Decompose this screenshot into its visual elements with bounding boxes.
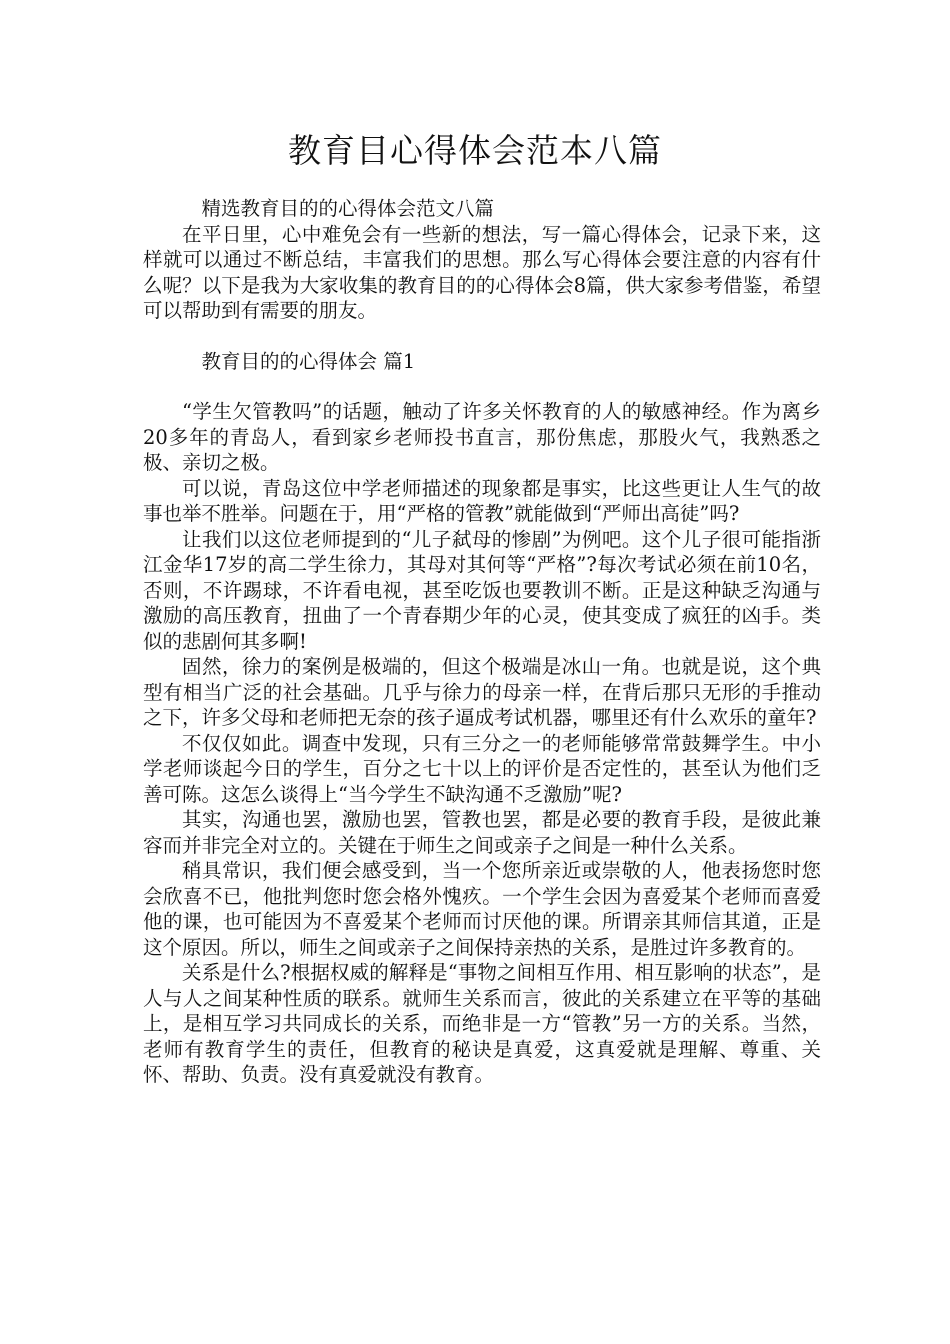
body-paragraph: 可以说，青岛这位中学老师描述的现象都是事实，比这些更让人生气的故事也举不胜举。问题在于，用“严格的管教”就能做到“严师出高徒”吗?	[143, 476, 821, 525]
body-paragraph: 稍具常识，我们便会感受到，当一个您所亲近或崇敬的人，他表扬您时您会欣喜不已，他批判您时您会格外愧疚。一个学生会因为喜爱某个老师而喜爱他的课，也可能因为不喜爱某个老师而讨厌他的课。所谓亲其师信其道，正是这个原因。所以，师生之间或亲子之间保持亲热的关系，是胜过许多教育的。	[143, 859, 821, 959]
section-heading: 教育目的的心得体会 篇1	[201, 349, 416, 373]
body-paragraph: 固然，徐力的案例是极端的，但这个极端是冰山一角。也就是说，这个典型有相当广泛的社会基础。几乎与徐力的母亲一样，在背后那只无形的手推动之下，许多父母和老师把无奈的孩子逼成考试机器，哪里还有什么欢乐的童年?	[143, 655, 821, 729]
body-paragraph: 关系是什么?根据权威的解释是“事物之间相互作用、相互影响的状态”，是人与人之间某种性质的联系。就师生关系而言，彼此的关系建立在平等的基础上，是相互学习共同成长的关系，而绝非是一方“管教”另一方的关系。当然，老师有教育学生的责任，但教育的秘诀是真爱，这真爱就是理解、尊重、关怀、帮助、负责。没有真爱就没有教育。	[143, 961, 821, 1086]
body-paragraph: 不仅仅如此。调查中发现，只有三分之一的老师能够常常鼓舞学生。中小学老师谈起今日的学生，百分之七十以上的评价是否定性的，甚至认为他们乏善可陈。这怎么谈得上“当今学生不缺沟通不乏激励”呢?	[143, 731, 821, 806]
body-paragraph: 让我们以这位老师提到的“儿子弑母的惨剧”为例吧。这个儿子很可能指浙江金华17岁的高二学生徐力，其母对其何等“严格”?每次考试必须在前10名，否则，不许踢球，不许看电视，甚至吃饭也要教训不断。正是这种缺乏沟通与激励的高压教育，扭曲了一个青春期少年的心灵，使其变成了疯狂的凶手。类似的悲剧何其多啊!	[143, 527, 821, 653]
document-subtitle: 精选教育目的的心得体会范文八篇	[201, 197, 495, 220]
document-title: 教育目心得体会范本八篇	[288, 131, 662, 170]
document-body	[143, 196, 821, 1088]
body-paragraph: “学生欠管教吗”的话题，触动了许多关怀教育的人的敏感神经。作为离乡20多年的青岛人，看到家乡老师投书直言，那份焦虑，那股火气，我熟悉之极、亲切之极。	[143, 400, 821, 474]
intro-paragraph: 在平日里，心中难免会有一些新的想法，写一篇心得体会，记录下来，这样就可以通过不断总结，丰富我们的思想。那么写心得体会要注意的内容有什么呢？以下是我为大家收集的教育目的的心得体会8篇，供大家参考借鉴，希望可以帮助到有需要的朋友。	[143, 222, 821, 322]
body-paragraph: 其实，沟通也罢，激励也罢，管教也罢，都是必要的教育手段，是彼此兼容而并非完全对立的。关键在于师生之间或亲子之间是一种什么关系。	[143, 808, 821, 857]
